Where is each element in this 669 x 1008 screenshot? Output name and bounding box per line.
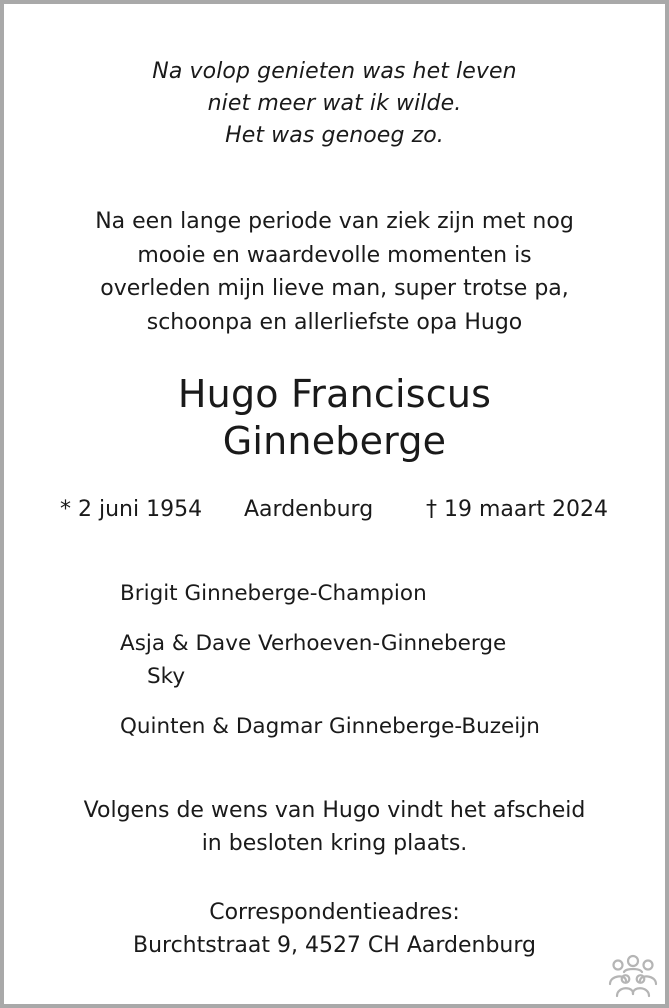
announcement-line: overleden mijn lieve man, super trotse pa,	[100, 276, 569, 301]
announcement-line: mooie en waardevolle momenten is	[137, 242, 532, 268]
family-member-grandchild: Sky	[147, 664, 186, 689]
correspondence-address	[4, 896, 665, 962]
family-member: Quinten & Dagmar Ginneberge-Buzeijn	[120, 714, 540, 739]
farewell-notice	[4, 794, 665, 860]
death-date: † 19 maart 2024	[426, 497, 609, 522]
announcement-line: Na een lange periode van ziek zijn met nog	[95, 209, 574, 234]
deceased-name-line: Hugo Franciscus	[177, 372, 492, 416]
family-member: Asja & Dave Verhoeven-Ginneberge	[120, 631, 507, 656]
address-label: Correspondentieadres:	[209, 900, 460, 925]
family-group-icon	[606, 948, 660, 1002]
announcement-line: schoonpa en allerliefste opa Hugo	[146, 309, 523, 335]
poem-line: Na volop genieten was het leven	[152, 59, 517, 84]
place-of-birth: Aardenburg	[244, 497, 374, 522]
farewell-line: Volgens de wens van Hugo vindt het afscheid	[83, 798, 586, 823]
announcement-text	[4, 205, 665, 339]
deceased-name-line: Ginneberge	[222, 419, 447, 463]
birth-date: * 2 juni 1954	[60, 497, 203, 522]
deceased-name	[4, 371, 665, 465]
poem	[4, 56, 665, 152]
family-member: Brigit Ginneberge-Champion	[120, 581, 427, 606]
poem-line: Het was genoeg zo.	[225, 123, 444, 148]
poem-line: niet meer wat ik wilde.	[207, 91, 462, 116]
farewell-line: in besloten kring plaats.	[201, 831, 468, 856]
address-line: Burchtstraat 9, 4527 CH Aardenburg	[132, 933, 536, 958]
